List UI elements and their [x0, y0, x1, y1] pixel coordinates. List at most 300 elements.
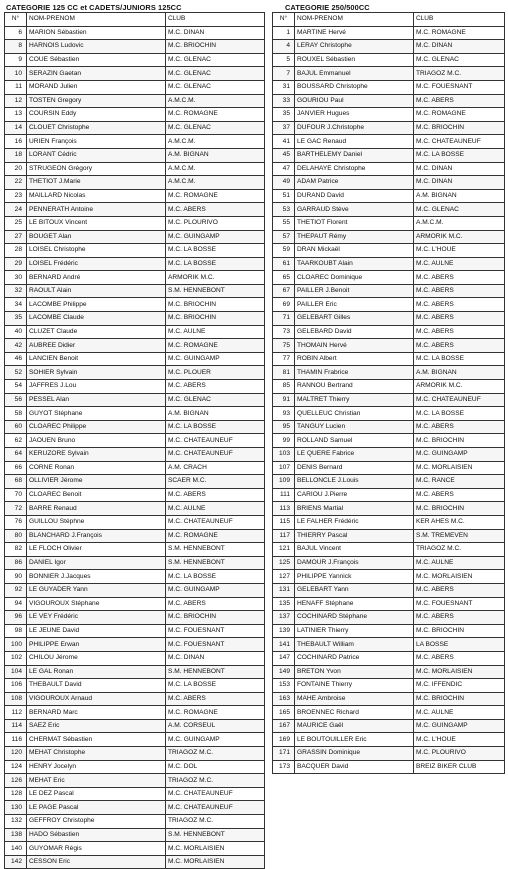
rider-number: 59: [273, 244, 295, 258]
rider-club: M.C. LA BOSSE: [414, 352, 505, 366]
table-row: [5, 747, 265, 761]
table-row: [5, 216, 265, 230]
rider-number: 102: [5, 651, 27, 665]
rider-club: M.C. AULNE: [166, 325, 265, 339]
table-row: [273, 611, 505, 625]
rider-name: MAHE Ambroise: [295, 692, 414, 706]
rider-club: M.C. GLENAC: [414, 53, 505, 67]
table-row: [273, 230, 505, 244]
rider-club: A.M.C.M.: [414, 216, 505, 230]
rider-name: GUYOMAR Régis: [27, 842, 166, 856]
rider-name: BOUGET Alan: [27, 230, 166, 244]
rider-club: M.C. PLOURIVO: [166, 216, 265, 230]
rider-name: SOHIER Sylvain: [27, 366, 166, 380]
rider-club: M.C. PLOUER: [166, 366, 265, 380]
table-body-125cc: [5, 26, 265, 869]
rider-name: LE FLOCH Olivier: [27, 543, 166, 557]
rider-number: 12: [5, 94, 27, 108]
rider-club: M.C. LA BOSSE: [414, 148, 505, 162]
rider-name: HENAFF Stéphane: [295, 597, 414, 611]
table-row: [5, 230, 265, 244]
table-row: [273, 679, 505, 693]
rider-name: COUE Sébastien: [27, 53, 166, 67]
rider-number: 5: [273, 53, 295, 67]
table-row: [273, 515, 505, 529]
rider-club: M.C. ABERS: [414, 488, 505, 502]
rider-name: HENRY Jocelyn: [27, 760, 166, 774]
table-row: [5, 420, 265, 434]
rider-number: 51: [273, 189, 295, 203]
table-row: [5, 855, 265, 869]
table-row: [5, 515, 265, 529]
table-row: [5, 665, 265, 679]
rider-name: LACOMBE Claude: [27, 312, 166, 326]
table-row: [5, 94, 265, 108]
rider-club: A.M.C.M.: [166, 135, 265, 149]
rider-number: 29: [5, 257, 27, 271]
rider-name: THEBAULT David: [27, 679, 166, 693]
table-row: [273, 488, 505, 502]
rider-name: PAILLER Eric: [295, 298, 414, 312]
rider-number: 60: [5, 420, 27, 434]
rider-name: CHILOU Jérome: [27, 651, 166, 665]
rider-club: M.C. GLENAC: [166, 53, 265, 67]
rider-number: 93: [273, 407, 295, 421]
rider-club: S.M. HENNEBONT: [166, 556, 265, 570]
rider-number: 25: [5, 216, 27, 230]
rider-number: 173: [273, 760, 295, 774]
rider-club: M.C. BRIOCHIN: [166, 298, 265, 312]
rider-number: 75: [273, 339, 295, 353]
rider-club: M.C. AULNE: [414, 556, 505, 570]
rider-club: S.M. HENNEBONT: [166, 828, 265, 842]
rider-name: JANVIER Hugues: [295, 108, 414, 122]
rider-number: 86: [5, 556, 27, 570]
rider-name: MEHAT Eric: [27, 774, 166, 788]
rider-number: 22: [5, 176, 27, 190]
rider-name: LANCIEN Benoit: [27, 352, 166, 366]
rider-club: M.C. GLENAC: [414, 203, 505, 217]
rider-name: PHILIPPE Yannick: [295, 570, 414, 584]
table-row: [273, 692, 505, 706]
rider-name: LE JEUNE David: [27, 624, 166, 638]
table-row: [273, 407, 505, 421]
rider-club: M.C. MORLAISIEN: [166, 842, 265, 856]
rider-club: M.C. L'HOUE: [414, 733, 505, 747]
rider-number: 163: [273, 692, 295, 706]
rider-name: DUFOUR J.Christophe: [295, 121, 414, 135]
rider-name: LACOMBE Philippe: [27, 298, 166, 312]
table-row: [5, 312, 265, 326]
rider-name: DAMOUR J.François: [295, 556, 414, 570]
rider-club: M.C. FOUESNANT: [414, 597, 505, 611]
rider-number: 46: [5, 352, 27, 366]
rider-name: LORANT Cédric: [27, 148, 166, 162]
table-row: [273, 434, 505, 448]
rider-name: GOURIOU Paul: [295, 94, 414, 108]
table-row: [5, 611, 265, 625]
rider-name: GUILLOU Stéphne: [27, 515, 166, 529]
rider-number: 76: [5, 515, 27, 529]
rider-name: TOSTEN Gregory: [27, 94, 166, 108]
table-row: [5, 488, 265, 502]
rider-number: 73: [273, 325, 295, 339]
rider-club: SCAER M.C.: [166, 475, 265, 489]
rider-number: 142: [5, 855, 27, 869]
rider-name: BONNIER J.Jacques: [27, 570, 166, 584]
rider-number: 69: [273, 298, 295, 312]
rider-name: LE BOUTOUILLER Eric: [295, 733, 414, 747]
rider-number: 132: [5, 815, 27, 829]
rider-number: 14: [5, 121, 27, 135]
table-row: [5, 733, 265, 747]
rider-club: M.C. MORLAISIEN: [414, 461, 505, 475]
rider-number: 100: [5, 638, 27, 652]
table-row: [273, 543, 505, 557]
rider-club: M.C. ROMAGNE: [414, 108, 505, 122]
rider-number: 45: [273, 148, 295, 162]
table-row: [5, 121, 265, 135]
table-row: [273, 366, 505, 380]
rider-club: M.C. GUINGAMP: [166, 352, 265, 366]
rider-club: M.C. ABERS: [166, 380, 265, 394]
rider-club: S.M. TREMEVEN: [414, 529, 505, 543]
table-row: [273, 284, 505, 298]
rider-name: THEPAUT Rémy: [295, 230, 414, 244]
table-row: [5, 529, 265, 543]
rider-club: ARMORIK M.C.: [414, 230, 505, 244]
rider-name: LE DEZ Pascal: [27, 787, 166, 801]
table-row: [5, 448, 265, 462]
entries-table-125cc: [4, 12, 265, 869]
rider-name: LE QUERE Fabrice: [295, 448, 414, 462]
table-row: [273, 597, 505, 611]
table-row: [5, 271, 265, 285]
rider-club: M.C. ABERS: [414, 651, 505, 665]
rider-number: 35: [5, 312, 27, 326]
table-row: [5, 148, 265, 162]
table-row: [5, 40, 265, 54]
table-row: [273, 556, 505, 570]
rider-number: 130: [5, 801, 27, 815]
table-row: [273, 570, 505, 584]
rider-club: M.C. ABERS: [166, 597, 265, 611]
rider-number: 55: [273, 216, 295, 230]
rider-number: 52: [5, 366, 27, 380]
table-row: [273, 40, 505, 54]
header-name: NOM-PRENOM: [27, 13, 166, 27]
rider-name: COCHINARD Patrice: [295, 651, 414, 665]
rider-number: 104: [5, 665, 27, 679]
rider-club: M.C. ROMAGNE: [166, 706, 265, 720]
rider-club: ARMORIK M.C.: [414, 380, 505, 394]
rider-name: CHERMAT Sébastien: [27, 733, 166, 747]
table-row: [273, 502, 505, 516]
rider-club: M.C. BRIOCHIN: [166, 312, 265, 326]
rider-name: MORAND Julien: [27, 80, 166, 94]
rider-name: BAJUL Emmanuel: [295, 67, 414, 81]
rider-name: MAILLARD Nicolas: [27, 189, 166, 203]
rider-number: 41: [273, 135, 295, 149]
table-row: [273, 651, 505, 665]
rider-name: CORNE Ronan: [27, 461, 166, 475]
rider-number: 107: [273, 461, 295, 475]
table-row: [5, 393, 265, 407]
table-row: [273, 203, 505, 217]
rider-club: M.C. ABERS: [414, 312, 505, 326]
table-row: [5, 597, 265, 611]
rider-name: JAOUEN Bruno: [27, 434, 166, 448]
table-row: [273, 108, 505, 122]
rider-club: M.C. ROMAGNE: [166, 339, 265, 353]
rider-club: M.C. LA BOSSE: [166, 257, 265, 271]
rider-number: 27: [5, 230, 27, 244]
rider-name: CARIOU J.Pierre: [295, 488, 414, 502]
rider-name: URIEN François: [27, 135, 166, 149]
table-row: [273, 148, 505, 162]
table-row: [5, 815, 265, 829]
table-row: [273, 393, 505, 407]
rider-number: 56: [5, 393, 27, 407]
rider-number: 98: [5, 624, 27, 638]
rider-number: 13: [5, 108, 27, 122]
table-row: [273, 583, 505, 597]
rider-club: M.C. GUINGAMP: [166, 733, 265, 747]
rider-club: M.C. CHATEAUNEUF: [414, 135, 505, 149]
table-row: [273, 624, 505, 638]
rider-club: M.C. ROMAGNE: [414, 26, 505, 40]
rider-name: PESSEL Alan: [27, 393, 166, 407]
table-row: [5, 380, 265, 394]
rider-club: M.C. LA BOSSE: [166, 420, 265, 434]
rider-name: MEHAT Christophe: [27, 747, 166, 761]
rider-number: 8: [5, 40, 27, 54]
table-row: [273, 325, 505, 339]
rider-club: M.C. ABERS: [414, 339, 505, 353]
table-row: [273, 189, 505, 203]
rider-club: M.C. DOL: [166, 760, 265, 774]
rider-name: CLUZET Claude: [27, 325, 166, 339]
rider-club: S.M. HENNEBONT: [166, 665, 265, 679]
rider-club: M.C. AULNE: [414, 706, 505, 720]
rider-club: TRIAGOZ M.C.: [414, 67, 505, 81]
table-row: [5, 706, 265, 720]
rider-club: M.C. GLENAC: [166, 121, 265, 135]
rider-club: M.C. FOUESNANT: [166, 624, 265, 638]
rider-club: M.C. CHATEAUNEUF: [166, 787, 265, 801]
table-row: [5, 760, 265, 774]
table-row: [5, 298, 265, 312]
rider-number: 117: [273, 529, 295, 543]
rider-club: M.C. BRIOCHIN: [414, 692, 505, 706]
table-row: [273, 529, 505, 543]
rider-name: PHILIPPE Erwan: [27, 638, 166, 652]
rider-name: CESSON Eric: [27, 855, 166, 869]
rider-club: S.M. HENNEBONT: [166, 543, 265, 557]
rider-club: A.M. BIGNAN: [166, 148, 265, 162]
rider-club: M.C. ABERS: [414, 271, 505, 285]
rider-club: M.C. IFFENDIC: [414, 679, 505, 693]
rider-number: 72: [5, 502, 27, 516]
rider-name: VIGOUROUX Arnaud: [27, 692, 166, 706]
rider-club: M.C. GUINGAMP: [414, 448, 505, 462]
rider-name: LE FALHER Frédéric: [295, 515, 414, 529]
rider-number: 42: [5, 339, 27, 353]
rider-club: M.C. DINAN: [414, 162, 505, 176]
table-row: [5, 366, 265, 380]
rider-name: LOISEL Frédéric: [27, 257, 166, 271]
table-row: [5, 638, 265, 652]
rider-number: 167: [273, 719, 295, 733]
table-row: [273, 420, 505, 434]
table-row: [273, 760, 505, 774]
table-row: [273, 257, 505, 271]
table-row: [5, 407, 265, 421]
rider-number: 33: [273, 94, 295, 108]
rider-number: 120: [5, 747, 27, 761]
rider-number: 140: [5, 842, 27, 856]
rider-club: M.C. MORLAISIEN: [166, 855, 265, 869]
rider-name: KERUZORE Sylvain: [27, 448, 166, 462]
rider-number: 10: [5, 67, 27, 81]
rider-number: 6: [5, 26, 27, 40]
table-row: [273, 53, 505, 67]
rider-name: GELEBART Gilles: [295, 312, 414, 326]
rider-club: M.C. L'HOUE: [414, 244, 505, 258]
rider-club: M.C. BRIOCHIN: [414, 502, 505, 516]
table-row: [273, 67, 505, 81]
rider-club: M.C. CHATEAUNEUF: [166, 801, 265, 815]
rider-name: BACQUER David: [295, 760, 414, 774]
rider-number: 114: [5, 719, 27, 733]
table-row: [273, 312, 505, 326]
rider-club: M.C. CHATEAUNEUF: [166, 448, 265, 462]
rider-club: A.M.C.M.: [166, 176, 265, 190]
entries-table-250-500cc: [272, 12, 505, 774]
rider-number: 37: [273, 121, 295, 135]
category-125cc-title: CATEGORIE 125 CC et CADETS/JUNIORS 125CC: [6, 3, 182, 12]
table-row: [5, 244, 265, 258]
rider-club: M.C. MORLAISIEN: [414, 570, 505, 584]
header-number: N°: [5, 13, 27, 27]
rider-number: 131: [273, 583, 295, 597]
rider-number: 124: [5, 760, 27, 774]
rider-club: A.M.C.M.: [166, 94, 265, 108]
header-name: NOM-PRENOM: [295, 13, 414, 27]
rider-club: A.M. CORSEUL: [166, 719, 265, 733]
rider-number: 138: [5, 828, 27, 842]
rider-number: 121: [273, 543, 295, 557]
rider-name: BARTHELEMY Daniel: [295, 148, 414, 162]
rider-number: 49: [273, 176, 295, 190]
rider-club: M.C. ABERS: [414, 284, 505, 298]
rider-number: 65: [273, 271, 295, 285]
rider-number: 32: [5, 284, 27, 298]
rider-name: JAFFRES J.Lou: [27, 380, 166, 394]
rider-club: M.C. BRIOCHIN: [414, 624, 505, 638]
rider-number: 92: [5, 583, 27, 597]
rider-club: A.M. BIGNAN: [414, 366, 505, 380]
rider-club: M.C. RANCE: [414, 475, 505, 489]
header-club: CLUB: [414, 13, 505, 27]
rider-number: 34: [5, 298, 27, 312]
rider-number: 7: [273, 67, 295, 81]
rider-club: M.C. DINAN: [166, 651, 265, 665]
table-row: [5, 162, 265, 176]
rider-name: BRETON Yvon: [295, 665, 414, 679]
rider-number: 71: [273, 312, 295, 326]
rider-number: 70: [5, 488, 27, 502]
table-row: [5, 352, 265, 366]
rider-number: 67: [273, 284, 295, 298]
table-header-row: [273, 13, 505, 27]
table-row: [273, 176, 505, 190]
rider-name: PENNERATH Antoine: [27, 203, 166, 217]
rider-club: M.C. LA BOSSE: [166, 570, 265, 584]
rider-name: BRIENS Martial: [295, 502, 414, 516]
table-row: [5, 108, 265, 122]
rider-name: LE PAGE Pascal: [27, 801, 166, 815]
rider-number: 125: [273, 556, 295, 570]
rider-number: 135: [273, 597, 295, 611]
rider-club: M.C. GLENAC: [166, 80, 265, 94]
rider-name: BARRE Renaud: [27, 502, 166, 516]
rider-club: M.C. ABERS: [414, 94, 505, 108]
table-row: [273, 733, 505, 747]
rider-name: GEFFROY Christophe: [27, 815, 166, 829]
rider-number: 4: [273, 40, 295, 54]
rider-number: 58: [5, 407, 27, 421]
rider-number: 28: [5, 244, 27, 258]
rider-name: LATINIER Thierry: [295, 624, 414, 638]
table-row: [273, 298, 505, 312]
rider-club: A.M. BIGNAN: [166, 407, 265, 421]
table-row: [5, 543, 265, 557]
rider-name: THIERRY Pascal: [295, 529, 414, 543]
rider-number: 66: [5, 461, 27, 475]
rider-number: 128: [5, 787, 27, 801]
rider-number: 127: [273, 570, 295, 584]
rider-number: 149: [273, 665, 295, 679]
table-row: [273, 448, 505, 462]
rider-name: BELLONCLE J.Louis: [295, 475, 414, 489]
rider-name: HADO Sébastien: [27, 828, 166, 842]
rider-name: DELAHAYE Christophe: [295, 162, 414, 176]
rider-number: 20: [5, 162, 27, 176]
rider-number: 99: [273, 434, 295, 448]
rider-name: OLLIVIER Jérome: [27, 475, 166, 489]
rider-name: LE VEY Frédéric: [27, 611, 166, 625]
rider-name: ROBIN Albert: [295, 352, 414, 366]
rider-name: LERAY Christophe: [295, 40, 414, 54]
rider-name: RAOULT Alain: [27, 284, 166, 298]
rider-club: M.C. PLOURIVO: [414, 747, 505, 761]
rider-name: GELEBART Yann: [295, 583, 414, 597]
rider-club: M.C. DINAN: [414, 176, 505, 190]
rider-name: COURSIN Eddy: [27, 108, 166, 122]
rider-name: PAILLER J.Benoit: [295, 284, 414, 298]
rider-club: M.C. AULNE: [166, 502, 265, 516]
rider-name: CLOAREC Benoit: [27, 488, 166, 502]
rider-club: LA BOSSE: [414, 638, 505, 652]
table-row: [273, 638, 505, 652]
rider-number: 24: [5, 203, 27, 217]
rider-number: 53: [273, 203, 295, 217]
rider-number: 103: [273, 448, 295, 462]
rider-club: M.C. GUINGAMP: [414, 719, 505, 733]
table-row: [5, 692, 265, 706]
rider-club: M.C. CHATEAUNEUF: [166, 515, 265, 529]
